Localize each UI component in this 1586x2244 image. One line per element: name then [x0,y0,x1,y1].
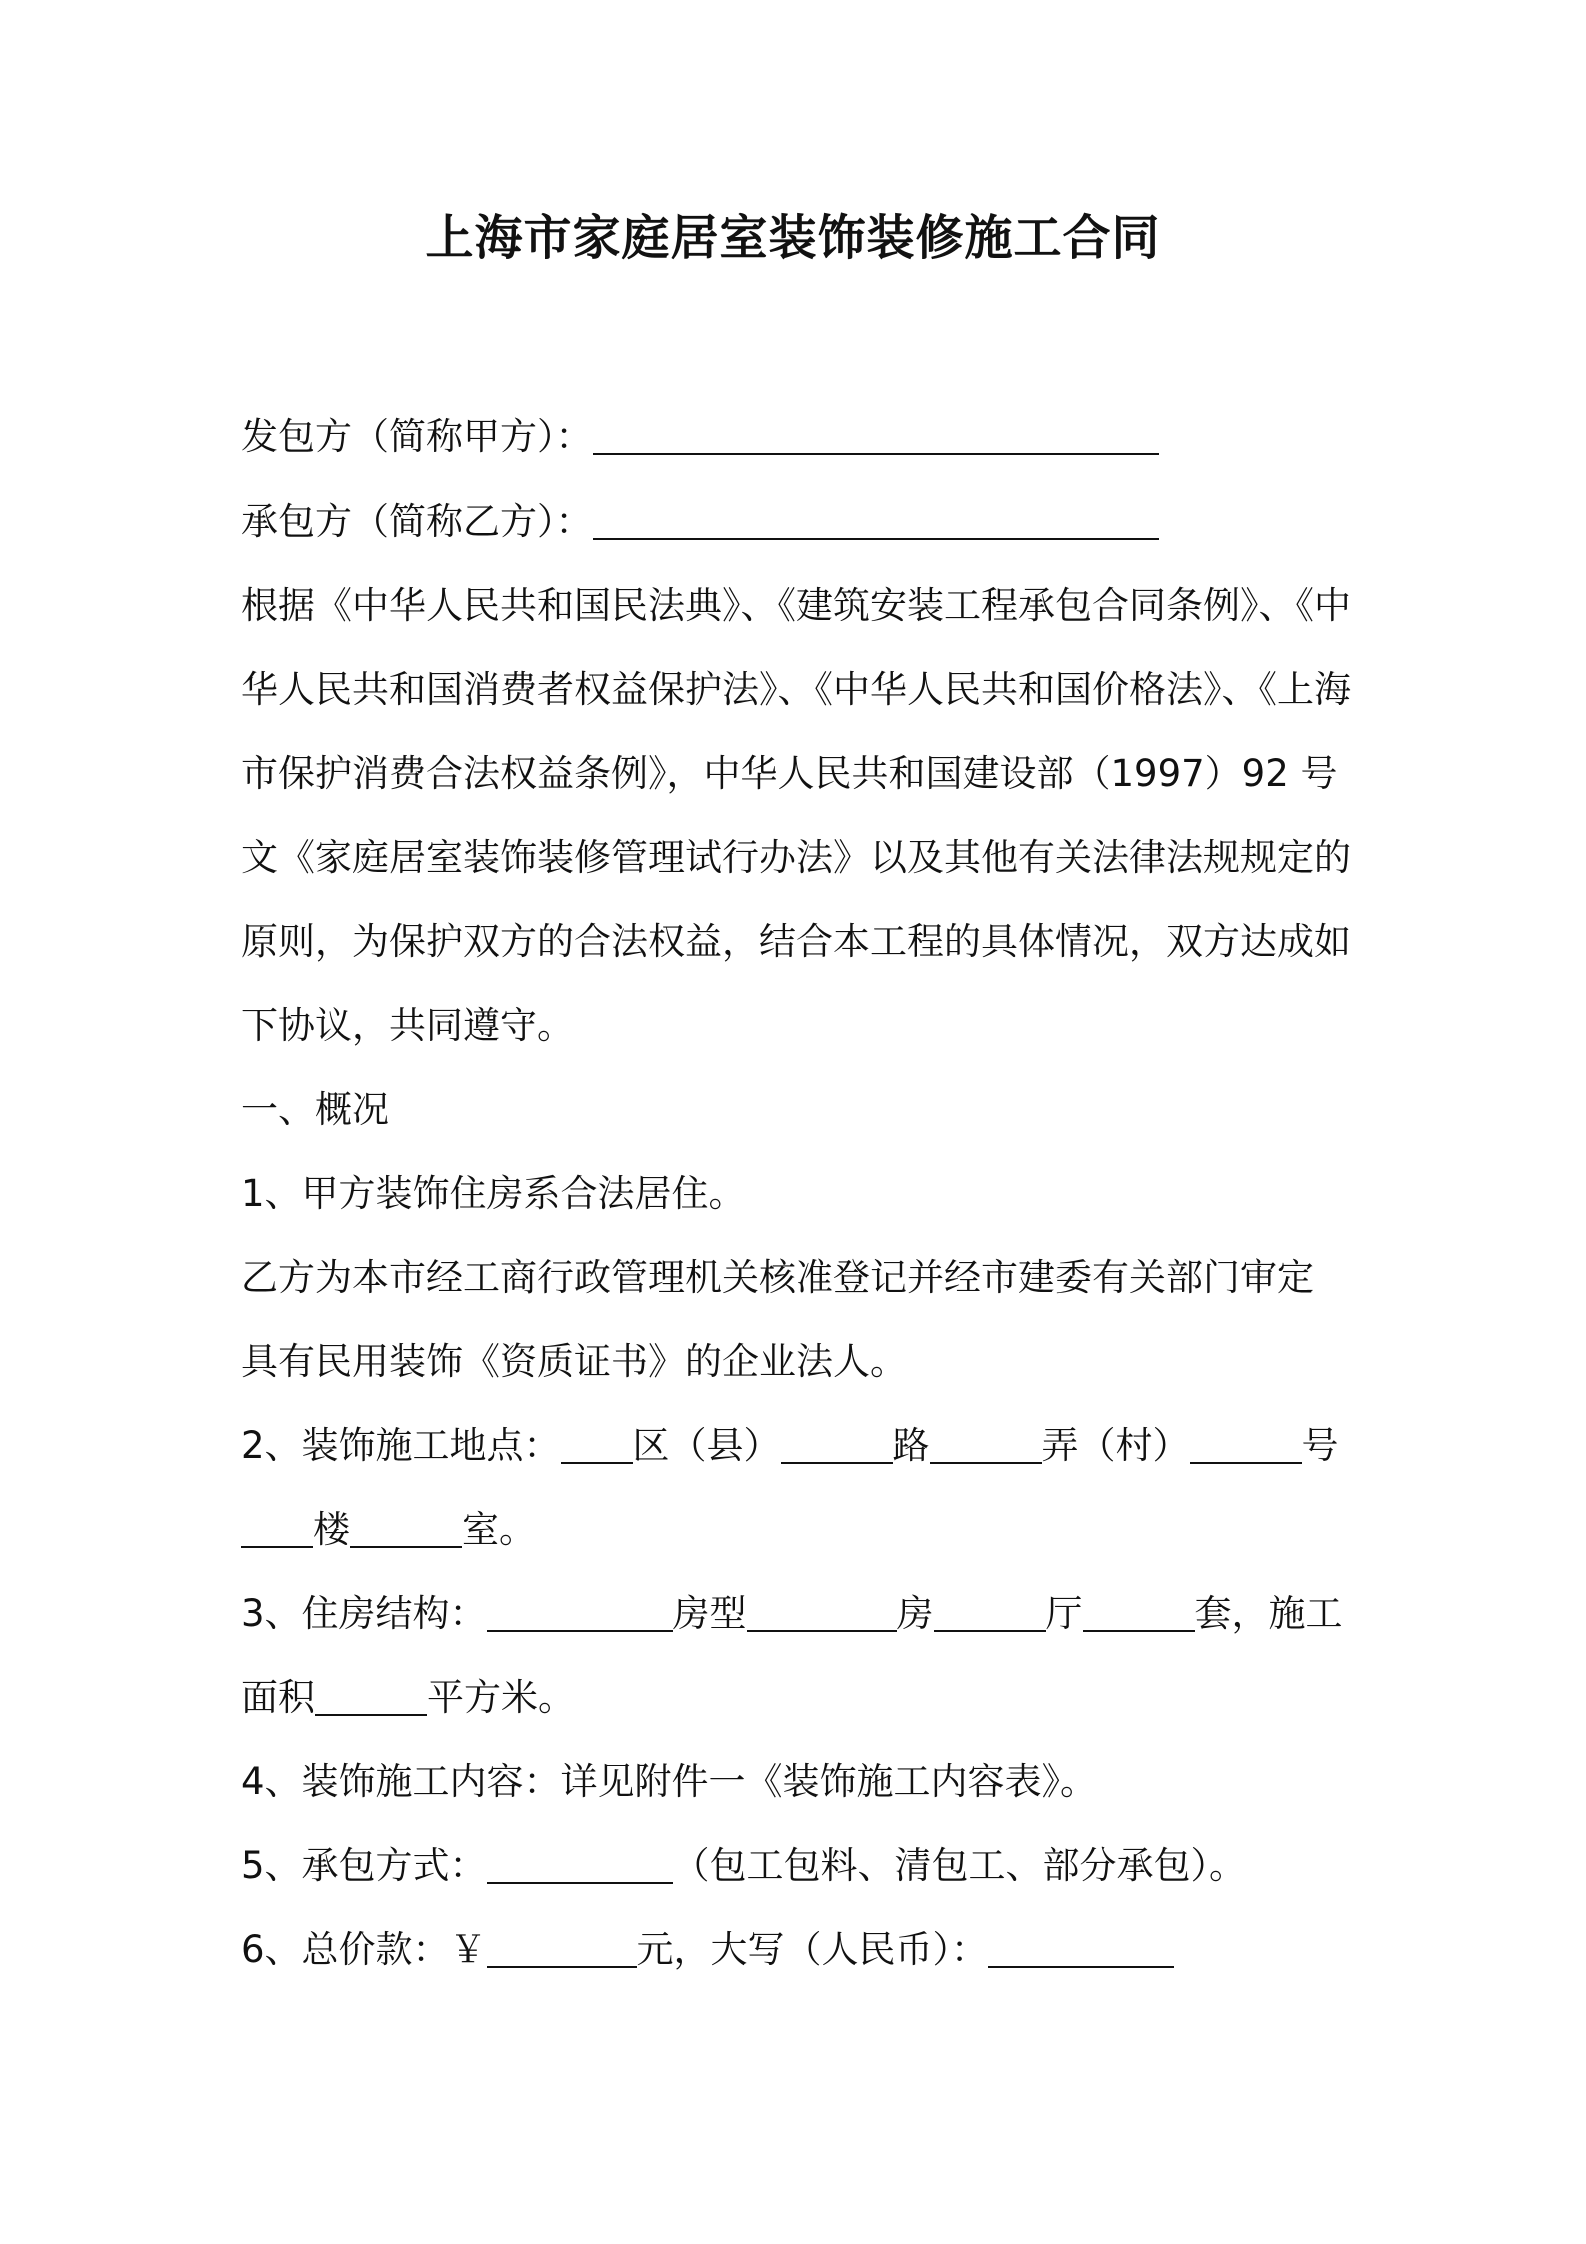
party-a-blank [593,413,1159,455]
item-1-line-1: 1、甲方装饰住房系合法居住。 [241,1172,746,1215]
price-blank [487,1926,637,1968]
preamble-line: 根据《中华人民共和国民法典》、《建筑安装工程承包合同条例》、《中 [241,584,1351,627]
section-heading: 一、概况 [241,1088,389,1131]
preamble-line: 华人民共和国消费者权益保护法》、《中华人民共和国价格法》、《上海 [241,668,1351,711]
road-blank [781,1422,893,1464]
halls-blank [934,1590,1046,1632]
sets-blank [1083,1590,1195,1632]
area-blank [315,1674,427,1716]
item-5-options: （包工包料、清包工、部分承包）。 [672,1844,1247,1887]
item-3-line-1 [241,1588,1343,1640]
item-6-label: 6、总价款：￥ [241,1928,487,1971]
area-label: 面积 [241,1676,315,1719]
building-label: 楼 [313,1508,350,1551]
item-3-label: 3、住房结构： [241,1592,487,1635]
area-unit: 平方米。 [427,1676,575,1719]
halls-label: 厅 [1045,1592,1083,1635]
party-a-label: 发包方（简称甲方）： [241,415,593,458]
district-label: 区（县） [632,1424,781,1467]
item-2-line-2 [241,1504,536,1556]
party-b-line [241,496,1159,548]
lane-blank [930,1422,1042,1464]
item-3-line-2 [241,1672,575,1724]
preamble-line: 下协议，共同遵守。 [241,1004,574,1047]
item-2-line-1 [241,1420,1339,1472]
contract-mode-blank [487,1842,673,1884]
item-4: 4、装饰施工内容：详见附件一《装饰施工内容表》。 [241,1760,1098,1803]
item-2-label: 2、装饰施工地点： [241,1424,561,1467]
preamble-line: 市保护消费合法权益条例》，中华人民共和国建设部（1997）92 号 [241,752,1338,795]
rooms-blank [747,1590,897,1632]
structure-blank [487,1590,673,1632]
item-1-line-3: 具有民用装饰《资质证书》的企业法人。 [241,1340,907,1383]
contract-title: 上海市家庭居室装饰装修施工合同 [425,210,1161,266]
room-blank [350,1506,462,1548]
party-a-line [241,411,1159,463]
item-5 [241,1840,1246,1892]
preamble-line: 原则，为保护双方的合法权益，结合本工程的具体情况，双方达成如 [241,920,1351,963]
party-b-label: 承包方（简称乙方）： [241,500,593,543]
road-label: 路 [892,1424,930,1467]
party-b-blank [593,498,1159,540]
lane-label: 弄（村） [1041,1424,1190,1467]
number-blank [1190,1422,1302,1464]
price-words-blank [988,1926,1174,1968]
type-label: 房型 [672,1592,747,1635]
item-6 [241,1924,1174,1976]
preamble-line: 文《家庭居室装饰装修管理试行办法》以及其他有关法律法规规定的 [241,836,1351,879]
rooms-label: 房 [896,1592,934,1635]
district-blank [561,1422,633,1464]
room-label: 室。 [462,1508,536,1551]
sets-label: 套，施工 [1194,1592,1343,1635]
building-blank [241,1506,313,1548]
item-6-unit: 元，大写（人民币）： [636,1928,989,1971]
item-1-line-2: 乙方为本市经工商行政管理机关核准登记并经市建委有关部门审定 [241,1256,1314,1299]
item-5-label: 5、承包方式： [241,1844,487,1887]
number-label: 号 [1301,1424,1339,1467]
